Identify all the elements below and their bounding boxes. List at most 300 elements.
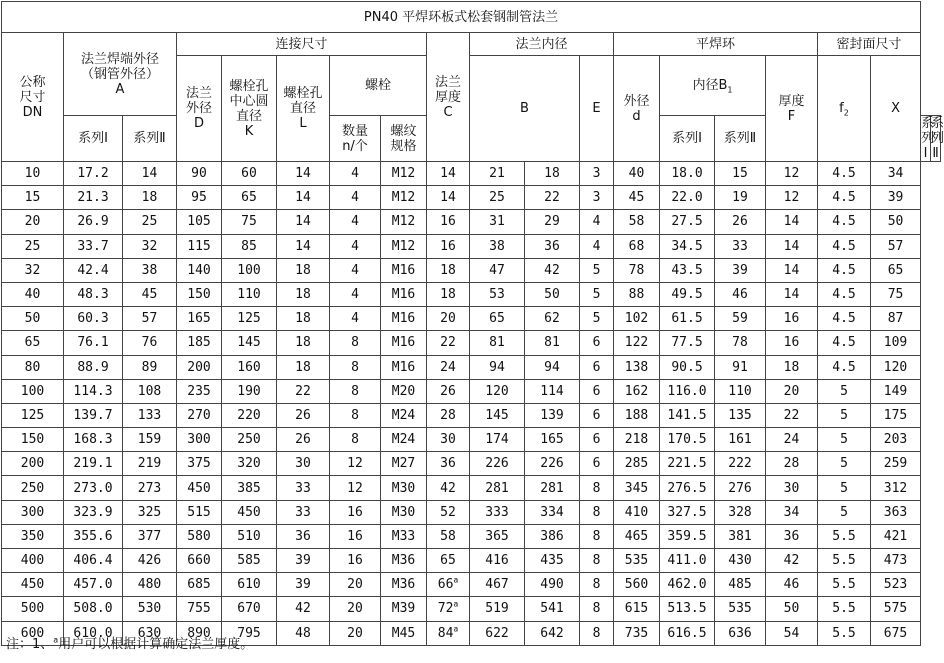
table-cell: 386 <box>525 524 580 548</box>
table-cell: 22 <box>766 403 818 427</box>
table-cell: 560 <box>614 573 660 597</box>
table-cell: 12 <box>330 452 381 476</box>
table-cell: 615 <box>614 597 660 621</box>
table-cell: 500 <box>2 597 64 621</box>
table-cell: 114.3 <box>64 379 123 403</box>
table-cell: 259 <box>871 452 921 476</box>
table-cell: 33 <box>277 476 330 500</box>
table-cell: 165 <box>525 428 580 452</box>
table-cell: 140 <box>177 258 222 282</box>
table-cell: 220 <box>222 403 277 427</box>
table-cell: 6 <box>580 331 614 355</box>
table-cell: 88.9 <box>64 355 123 379</box>
header-bolt-count: 数量 n/个 <box>330 116 381 162</box>
header-b-series1: 系列Ⅰ <box>660 116 715 162</box>
table-cell: 12 <box>766 186 818 210</box>
table-cell: M16 <box>381 331 427 355</box>
table-cell: 8 <box>580 597 614 621</box>
table-row <box>2 258 941 282</box>
table-cell: 160 <box>222 355 277 379</box>
table-cell: 26 <box>277 403 330 427</box>
table-cell: 50 <box>766 597 818 621</box>
table-cell: 385 <box>222 476 277 500</box>
table-cell: 10 <box>2 162 64 186</box>
table-cell: M24 <box>381 428 427 452</box>
table-cell: 49.5 <box>660 282 715 306</box>
table-cell: 105 <box>177 210 222 234</box>
table-cell: M30 <box>381 476 427 500</box>
table-cell: 5.5 <box>818 597 871 621</box>
table-cell: 18 <box>277 282 330 306</box>
table-cell: 273 <box>123 476 177 500</box>
table-cell: 622 <box>470 621 525 645</box>
table-cell: 85 <box>222 234 277 258</box>
table-cell: 670 <box>222 597 277 621</box>
table-cell: 4 <box>330 186 381 210</box>
table-cell: 6 <box>580 379 614 403</box>
table-cell: 76 <box>123 331 177 355</box>
table-cell: 19 <box>715 186 766 210</box>
table-cell: 642 <box>525 621 580 645</box>
table-cell: 406.4 <box>64 549 123 573</box>
table-cell: 226 <box>470 452 525 476</box>
table-cell: 320 <box>222 452 277 476</box>
table-cell: 18 <box>277 258 330 282</box>
table-cell: 54 <box>766 621 818 645</box>
table-cell: 185 <box>177 331 222 355</box>
table-cell: 24 <box>427 355 470 379</box>
table-cell: 575 <box>871 597 921 621</box>
table-cell: 110 <box>222 282 277 306</box>
table-cell: 45 <box>614 186 660 210</box>
header-ring-id-B1: 内径$B_1$ <box>660 56 766 116</box>
table-cell: 735 <box>614 621 660 645</box>
table-cell: 435 <box>525 549 580 573</box>
table-cell: 377 <box>123 524 177 548</box>
table-cell: 87 <box>871 307 921 331</box>
table-cell: 515 <box>177 500 222 524</box>
table-cell: 17.2 <box>64 162 123 186</box>
table-cell: 90.5 <box>660 355 715 379</box>
table-cell: 20 <box>330 573 381 597</box>
table-cell: 450 <box>2 573 64 597</box>
table-cell: 14 <box>277 210 330 234</box>
table-cell: 16 <box>330 524 381 548</box>
table-cell: 48.3 <box>64 282 123 306</box>
table-cell: 57 <box>871 234 921 258</box>
table-cell: 363 <box>871 500 921 524</box>
table-cell: 162 <box>614 379 660 403</box>
table-cell: 4.5 <box>818 186 871 210</box>
table-cell: 76.1 <box>64 331 123 355</box>
table-cell: 600 <box>2 621 64 645</box>
table-cell: 22 <box>525 186 580 210</box>
table-cell: 4.5 <box>818 234 871 258</box>
header-B: B <box>470 56 580 162</box>
table-cell: 40 <box>2 282 64 306</box>
table-row <box>2 403 941 427</box>
table-cell: 26 <box>277 428 330 452</box>
table-cell: 16 <box>330 500 381 524</box>
table-cell: 30 <box>427 428 470 452</box>
table-cell: 281 <box>470 476 525 500</box>
table-cell: 8 <box>330 403 381 427</box>
table-cell: 890 <box>177 621 222 645</box>
table-cell: 36 <box>427 452 470 476</box>
table-cell: 43.5 <box>660 258 715 282</box>
table-cell: 34 <box>766 500 818 524</box>
table-cell: 535 <box>614 549 660 573</box>
table-cell: 411.0 <box>660 549 715 573</box>
table-cell: 77.5 <box>660 331 715 355</box>
table-cell: 8 <box>330 428 381 452</box>
table-cell: 462.0 <box>660 573 715 597</box>
table-cell: 139 <box>525 403 580 427</box>
table-cell: 755 <box>177 597 222 621</box>
table-cell: 65 <box>871 258 921 282</box>
table-cell: 6 <box>580 428 614 452</box>
table-cell: 12 <box>766 162 818 186</box>
table-cell: 94 <box>525 355 580 379</box>
table-cell: 30 <box>766 476 818 500</box>
table-cell: M24 <box>381 403 427 427</box>
table-cell: 150 <box>177 282 222 306</box>
thickness-footnote-mark: a <box>453 575 459 585</box>
table-cell: 84$^a$ <box>427 621 470 645</box>
table-cell: 14 <box>277 162 330 186</box>
table-cell: 72$^a$ <box>427 597 470 621</box>
table-cell: 78 <box>614 258 660 282</box>
table-cell: 467 <box>470 573 525 597</box>
table-cell: 133 <box>123 403 177 427</box>
table-cell: 39 <box>277 549 330 573</box>
table-cell: 95 <box>177 186 222 210</box>
table-cell: 80 <box>2 355 64 379</box>
table-cell: 5.5 <box>818 524 871 548</box>
table-cell: 145 <box>470 403 525 427</box>
table-cell: 416 <box>470 549 525 573</box>
table-cell: 65 <box>470 307 525 331</box>
table-row <box>2 331 941 355</box>
header-bolt: 螺栓 <box>330 56 427 116</box>
table-cell: 122 <box>614 331 660 355</box>
table-cell: 8 <box>580 500 614 524</box>
table-cell: 32 <box>123 234 177 258</box>
table-cell: 8 <box>580 524 614 548</box>
table-cell: 16 <box>766 307 818 331</box>
table-cell: 5 <box>818 452 871 476</box>
table-cell: 519 <box>470 597 525 621</box>
table-cell: 281 <box>525 476 580 500</box>
header-sealing-face: 密封面尺寸 <box>818 33 921 56</box>
table-row <box>2 162 941 186</box>
table-row <box>2 307 941 331</box>
table-cell: 125 <box>2 403 64 427</box>
table-cell: 109 <box>871 331 921 355</box>
table-row <box>2 549 941 573</box>
table-cell: 5 <box>818 403 871 427</box>
table-cell: 530 <box>123 597 177 621</box>
header-f2: $f_2$ <box>818 56 871 162</box>
header-X: X <box>871 56 921 162</box>
table-cell: 145 <box>222 331 277 355</box>
table-cell: 5 <box>818 428 871 452</box>
table-cell: 6 <box>580 452 614 476</box>
table-cell: 68 <box>614 234 660 258</box>
table-cell: 36 <box>525 234 580 258</box>
table-cell: 42 <box>766 549 818 573</box>
table-cell: 5 <box>580 307 614 331</box>
table-cell: 300 <box>2 500 64 524</box>
header-bolt-circle-K: 螺栓孔 中心圆 直径 K <box>222 56 277 162</box>
header-a-series1: 系列Ⅰ <box>64 116 123 162</box>
header-flange-thickness: 法兰 厚度 C <box>427 33 470 162</box>
table-cell: 18 <box>277 307 330 331</box>
table-cell: 159 <box>123 428 177 452</box>
table-cell: 170.5 <box>660 428 715 452</box>
footnote-prefix: 注：1、 <box>6 637 54 652</box>
table-cell: 18 <box>427 282 470 306</box>
table-cell: 4.5 <box>818 258 871 282</box>
table-cell: 4.5 <box>818 282 871 306</box>
thickness-footnote-mark: a <box>453 600 459 610</box>
table-cell: 400 <box>2 549 64 573</box>
table-cell: 81 <box>525 331 580 355</box>
table-cell: 485 <box>715 573 766 597</box>
table-cell: 16 <box>427 234 470 258</box>
table-cell: 610 <box>222 573 277 597</box>
table-cell: 5 <box>818 379 871 403</box>
table-cell: 300 <box>177 428 222 452</box>
table-cell: 5 <box>818 476 871 500</box>
table-cell: 29 <box>525 210 580 234</box>
table-cell: 42.4 <box>64 258 123 282</box>
table-cell: 355.6 <box>64 524 123 548</box>
table-cell: 61.5 <box>660 307 715 331</box>
table-cell: 685 <box>177 573 222 597</box>
table-cell: 222 <box>715 452 766 476</box>
table-cell: M16 <box>381 258 427 282</box>
footnote-mark: a <box>53 635 59 645</box>
table-cell: 89 <box>123 355 177 379</box>
table-cell: 175 <box>871 403 921 427</box>
table-cell: 174 <box>470 428 525 452</box>
table-cell: 795 <box>222 621 277 645</box>
table-cell: M27 <box>381 452 427 476</box>
table-cell: 116.0 <box>660 379 715 403</box>
table-cell: 26 <box>427 379 470 403</box>
table-cell: 610.0 <box>64 621 123 645</box>
table-cell: 24 <box>766 428 818 452</box>
table-cell: 53 <box>470 282 525 306</box>
table-cell: 381 <box>715 524 766 548</box>
table-cell: 4 <box>580 234 614 258</box>
table-cell: 5.5 <box>818 549 871 573</box>
table-cell: M36 <box>381 549 427 573</box>
table-cell: M20 <box>381 379 427 403</box>
table-row <box>2 597 941 621</box>
table-cell: 88 <box>614 282 660 306</box>
table-cell: 473 <box>871 549 921 573</box>
table-cell: 25 <box>2 234 64 258</box>
table-cell: 65 <box>2 331 64 355</box>
table-cell: 50 <box>871 210 921 234</box>
table-cell: 16 <box>427 210 470 234</box>
table-cell: 25 <box>470 186 525 210</box>
table-cell: 4 <box>330 282 381 306</box>
table-cell: 480 <box>123 573 177 597</box>
table-cell: 115 <box>177 234 222 258</box>
table-cell: 457.0 <box>64 573 123 597</box>
table-cell: 15 <box>715 162 766 186</box>
table-cell: M12 <box>381 186 427 210</box>
table-cell: 4.5 <box>818 210 871 234</box>
table-cell: 48 <box>277 621 330 645</box>
table-cell: 8 <box>330 379 381 403</box>
table-cell: 430 <box>715 549 766 573</box>
table-row <box>2 186 941 210</box>
table-cell: 345 <box>614 476 660 500</box>
table-cell: 102 <box>614 307 660 331</box>
table-cell: 28 <box>427 403 470 427</box>
table-cell: 5 <box>818 500 871 524</box>
table-cell: 18 <box>525 162 580 186</box>
table-cell: 149 <box>871 379 921 403</box>
table-cell: 4.5 <box>818 162 871 186</box>
table-cell: 250 <box>222 428 277 452</box>
table-cell: 636 <box>715 621 766 645</box>
table-cell: 580 <box>177 524 222 548</box>
table-cell: 4 <box>330 307 381 331</box>
table-cell: 150 <box>2 428 64 452</box>
table-cell: 226 <box>525 452 580 476</box>
table-cell: 513.5 <box>660 597 715 621</box>
table-cell: 221.5 <box>660 452 715 476</box>
table-cell: 4.5 <box>818 355 871 379</box>
table-row <box>2 476 941 500</box>
table-cell: 508.0 <box>64 597 123 621</box>
header-weld-ring: 平焊环 <box>614 33 818 56</box>
flange-dimension-table <box>1 1 944 646</box>
table-row <box>2 524 941 548</box>
thickness-footnote-mark: a <box>453 624 459 634</box>
table-cell: 325 <box>123 500 177 524</box>
table-cell: 39 <box>715 258 766 282</box>
table-cell: 26 <box>715 210 766 234</box>
table-row <box>2 500 941 524</box>
header-dn: 公称 尺寸 DN <box>2 33 64 162</box>
table-cell: 312 <box>871 476 921 500</box>
table-cell: 276 <box>715 476 766 500</box>
table-cell: 14 <box>123 162 177 186</box>
table-cell: 12 <box>330 476 381 500</box>
table-cell: 190 <box>222 379 277 403</box>
table-cell: 30 <box>277 452 330 476</box>
table-cell: 235 <box>177 379 222 403</box>
table-row <box>2 355 941 379</box>
table-cell: 535 <box>715 597 766 621</box>
table-cell: 45 <box>123 282 177 306</box>
table-cell: 100 <box>2 379 64 403</box>
table-cell: 4.5 <box>818 331 871 355</box>
table-cell: 8 <box>580 621 614 645</box>
table-cell: 25 <box>123 210 177 234</box>
table-cell: 39 <box>277 573 330 597</box>
table-cell: 33 <box>715 234 766 258</box>
table-cell: 18 <box>277 331 330 355</box>
table-cell: 168.3 <box>64 428 123 452</box>
table-cell: 32 <box>2 258 64 282</box>
table-cell: 365 <box>470 524 525 548</box>
table-cell: 26.9 <box>64 210 123 234</box>
table-cell: 108 <box>123 379 177 403</box>
table-cell: 450 <box>222 500 277 524</box>
table-cell: 52 <box>427 500 470 524</box>
table-cell: 350 <box>2 524 64 548</box>
table-cell: 110 <box>715 379 766 403</box>
table-cell: 33 <box>277 500 330 524</box>
table-cell: 285 <box>614 452 660 476</box>
table-cell: 65 <box>222 186 277 210</box>
table-cell: 34.5 <box>660 234 715 258</box>
table-cell: M16 <box>381 355 427 379</box>
table-cell: 270 <box>177 403 222 427</box>
table-cell: 675 <box>871 621 921 645</box>
header-E: E <box>580 56 614 162</box>
header-connection-dimensions: 连接尺寸 <box>177 33 427 56</box>
table-cell: 60.3 <box>64 307 123 331</box>
table-cell: 34 <box>871 162 921 186</box>
table-cell: 75 <box>222 210 277 234</box>
table-row <box>2 452 941 476</box>
table-cell: 616.5 <box>660 621 715 645</box>
table-cell: 120 <box>470 379 525 403</box>
table-row <box>2 282 941 306</box>
table-cell: 5.5 <box>818 621 871 645</box>
table-cell: 14 <box>766 234 818 258</box>
table-cell: 334 <box>525 500 580 524</box>
table-cell: 46 <box>715 282 766 306</box>
table-cell: 47 <box>470 258 525 282</box>
table-cell: 8 <box>330 355 381 379</box>
table-cell: 200 <box>177 355 222 379</box>
table-cell: 585 <box>222 549 277 573</box>
table-cell: M45 <box>381 621 427 645</box>
table-cell: 90 <box>177 162 222 186</box>
table-cell: 16 <box>766 331 818 355</box>
table-cell: 490 <box>525 573 580 597</box>
table-cell: 20 <box>330 597 381 621</box>
table-cell: 31 <box>470 210 525 234</box>
table-cell: 465 <box>614 524 660 548</box>
table-cell: 323.9 <box>64 500 123 524</box>
table-cell: 4 <box>330 234 381 258</box>
table-cell: 75 <box>871 282 921 306</box>
table-cell: M12 <box>381 162 427 186</box>
table-cell: M12 <box>381 210 427 234</box>
table-cell: 359.5 <box>660 524 715 548</box>
table-cell: 421 <box>871 524 921 548</box>
table-cell: 22 <box>277 379 330 403</box>
table-cell: 20 <box>766 379 818 403</box>
table-cell: 59 <box>715 307 766 331</box>
table-title: PN40 平焊环板式松套钢制管法兰 <box>2 2 921 33</box>
table-cell: 273.0 <box>64 476 123 500</box>
table-cell: 141.5 <box>660 403 715 427</box>
table-cell: 36 <box>766 524 818 548</box>
table-cell: 100 <box>222 258 277 282</box>
table-cell: 203 <box>871 428 921 452</box>
